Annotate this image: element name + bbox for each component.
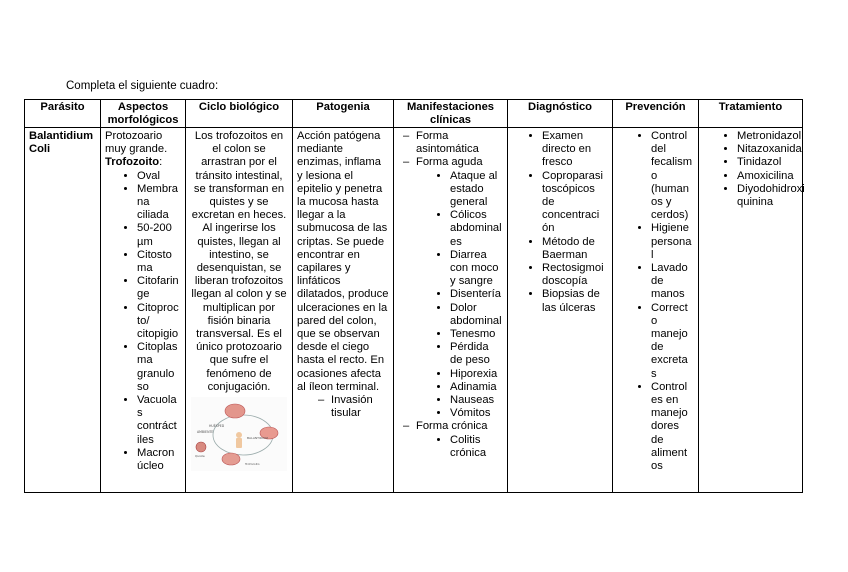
trophozoite-shape-top [225, 404, 245, 418]
diagnosis-list [512, 130, 608, 315]
list-item: • Ataque al estado general [450, 170, 503, 210]
host-head-shape [236, 432, 242, 438]
cell-prevencion [613, 128, 699, 493]
list-item: • Correct o manejo de excreta s [651, 302, 694, 381]
header-parasito: Parásito [25, 100, 101, 128]
label-balantidium: BALANTIDIUM [247, 436, 268, 441]
list-item: • Amoxicilina [737, 170, 798, 183]
label-quiste: Quiste [195, 454, 205, 459]
list-item: • Vacuola s contráct iles [137, 394, 181, 447]
list-item: • Biopsias de las úlceras [542, 288, 608, 314]
list-item: • Dolor abdominal [450, 302, 503, 328]
label-trofozoito: Trofozoito [245, 462, 260, 467]
header-ciclo: Ciclo biológico [186, 100, 293, 128]
table-row [25, 128, 803, 493]
cell-aspectos: Protozoario muy grande. Trofozoito: • Oval • Membra na ciliada • 50-200 µm • Citosto ma • Citofarin ge • Citoproc to/ citopigio • Citoplas ma granulo so • Vacuola s contráct iles • Macron úcleo [101, 128, 186, 493]
cell-patogenia: Acción patógena mediante enzimas, inflama y lesiona el epitelio y penetra la mucosa hasta llegar a la submucosa de las criptas. Se puede encontrar en capilares y linfáticos dilatados, produce ulceraciones en la pared del colon, que se observan desde el ciego hasta el recto. En ocasiones afecta al íleon terminal. – Invasión tisular [293, 128, 394, 493]
list-item: • Citofarin ge [137, 275, 181, 301]
list-item: • Metronidazol [737, 130, 798, 143]
header-manifestaciones: Manifestaciones clínicas [394, 100, 508, 128]
list-item: – Invasión tisular [331, 394, 389, 420]
list-item: • Tinidazol [737, 156, 798, 169]
list-item: • Coproparasi toscópicos de concentraci ón [542, 170, 608, 236]
prevention-list [617, 130, 694, 473]
instruction-text: Completa el siguiente cuadro: [66, 80, 219, 92]
cell-diagnostico [508, 128, 613, 493]
host-body-shape [236, 438, 242, 448]
header-tratamiento: Tratamiento [699, 100, 803, 128]
list-item: • Higiene persona l [651, 222, 694, 262]
list-item: • Tenesmo [450, 328, 503, 341]
list-item: • Membra na ciliada [137, 183, 181, 223]
list-item: • Adinamia [450, 381, 503, 394]
list-item: – Forma crónica • Colitis crónica [416, 420, 503, 460]
list-item: • Pérdida de peso [450, 341, 503, 367]
header-row [25, 100, 803, 128]
header-patogenia: Patogenia [293, 100, 394, 128]
list-item: • Método de Baerman [542, 236, 608, 262]
list-item: • Disentería [450, 288, 503, 301]
list-item: • Vómitos [450, 407, 503, 420]
list-item: • Nitazoxanida [737, 143, 798, 156]
list-item: • Control es en manejo dores de aliment os [651, 381, 694, 473]
list-item: • Examen directo en fresco [542, 130, 608, 170]
list-item: • Oval [137, 170, 181, 183]
patogenia-sublist [297, 394, 389, 420]
list-item: • 50-200 µm [137, 222, 181, 248]
list-item: • Cólicos abdominal es [450, 209, 503, 249]
header-prevencion: Prevención [613, 100, 699, 128]
cell-manifestaciones [394, 128, 508, 493]
trophozoite-shape-bottom [222, 453, 240, 465]
label-huesped: HUÉSPED [209, 424, 225, 429]
list-item: • Hiporexia [450, 368, 503, 381]
list-item: – Forma aguda • Ataque al estado general • Cólicos abdominal es • Diarrea con moco y sangre • Disentería • Dolor abdominal • Tenesmo • Pérdida de peso • Hiporexia • Adinamia • Nauseas • Vómitos [416, 156, 503, 420]
chronic-symptoms-list [416, 434, 503, 460]
manifestations-list [398, 130, 503, 460]
label-ambiente: AMBIENTE [197, 430, 214, 435]
cyst-shape [196, 442, 206, 452]
acute-symptoms-list [416, 170, 503, 421]
trofozoito-label: Trofozoito [105, 156, 160, 169]
list-item: • Diarrea con moco y sangre [450, 249, 503, 289]
treatment-list [703, 130, 805, 209]
list-item: • Citosto ma [137, 249, 181, 275]
list-item: • Citoplas ma granulo so [137, 341, 181, 394]
header-aspectos: Aspectos morfológicos [101, 100, 186, 128]
list-item: • Nauseas [450, 394, 503, 407]
cell-ciclo: Los trofozoitos en el colon se arrastran por el tránsito intestinal, se transforman en quistes y se excretan en heces. Al ingerirse los quistes, llegan al intestino, se desenquistan, se liberan trofozoitos llegan al colon y se multiplican por fisión binaria transversal. Es el único protozoario que sufre el fenómeno de conjugación. HUÉSPED AMBIENTE BALANTIDIUM Quiste Trofozoito [186, 128, 293, 493]
list-item: • Macron úcleo [137, 447, 181, 473]
list-item: • Control del fecalism o (human os y cerdos) [651, 130, 694, 222]
list-item: • Diyodohidroxi quinina [737, 183, 798, 209]
life-cycle-illustration [191, 397, 287, 471]
list-item: – Forma asintomática [416, 130, 503, 156]
cell-tratamiento [699, 128, 803, 493]
list-item: • Citoproc to/ citopigio [137, 302, 181, 342]
list-item: • Rectosigmoi doscopía [542, 262, 608, 288]
list-item: • Lavado de manos [651, 262, 694, 302]
header-diagnostico: Diagnóstico [508, 100, 613, 128]
cell-parasito: Balantidium Coli [25, 128, 101, 493]
list-item: • Colitis crónica [450, 434, 503, 460]
parasite-table [24, 99, 803, 493]
morphology-list [105, 170, 181, 474]
